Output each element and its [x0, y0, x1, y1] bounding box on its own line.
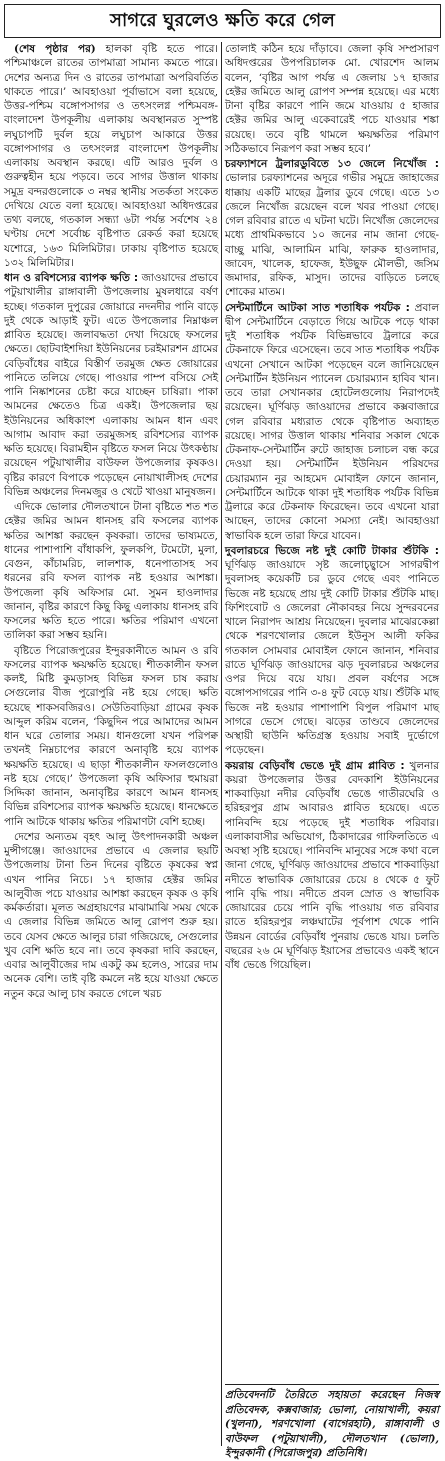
paragraph	[4, 500, 218, 643]
paragraph	[225, 42, 439, 156]
paragraph-text: প্রবাল দ্বীপ সেন্টমার্টিনে বেড়াতে গিয়ে আটকে পড়ে থাকা দুই শতাধিক পর্যটক বিভিন্নভাবে ট্রলারে করে টেকনাফে ফিরে এসেছেন। তবে সাত শতাধিক পর্যটক এখনো সেখানে আটকা পড়েছেন বলে জানিয়েছেন সেন্টমার্টিন ইউনিয়ন প্যানেল চেয়ারম্যান হাবিব খান। তবে তারা সেখানকার হোটেলগুলোয় নিরাপদেই রয়েছেন। ঘূর্ণিঝড় জাওয়াদের প্রভাবে কক্সবাজারে গেল রবিবার মধ্যরাত থেকে বৃষ্টিপাত অব্যাহত রয়েছে। সাগর উত্তাল থাকায় শনিবার সকাল থেকে টেকনাফ-সেন্টমার্টিন রুটে জাহাজ চলাচল বন্ধ করে দেওয়া হয়। সেন্টমার্টিন ইউনিয়ন পরিষদের চেয়ারম্যান নূর আহমেদ মোবাইল ফোনে জানান, সেন্টমার্টিনে আটকে থাকা দুই শতাধিক পর্যটক বিভিন্ন ট্রলারে করে টেকনাফ ফিরেছেন। তবে এখনো যারা আছেন, তাদের কোনো সমস্যা নেই। আবহাওয়া স্বাভাবিক হলে তারা ফিরে যাবেন।	[225, 301, 439, 542]
paragraph	[4, 830, 218, 1001]
paragraph	[225, 759, 439, 973]
subheading: কয়রায় বেড়িবাঁধ ভেঙে দুই গ্রাম প্লাবিত :	[225, 759, 405, 772]
paragraph-text: দেশের অন্যতম বৃহৎ আলু উৎপাদনকারী অঞ্চল মুন্সীগঞ্জে। জাওয়াদের প্রভাবে এ জেলার ছয়টি উপজেলায় টানা তিন দিনের বৃষ্টিতে কৃষকের স্বপ্ন এখন পানির নিচে। ১৭ হাজার হেক্টর জমির আলুবীজ পচে যাওয়ার আশঙ্কা করছেন কৃষক ও কৃষি কর্মকর্তারা। মূলত অগ্রহায়ণের মাঝামাঝি সময় থেকে এ জেলার বিভিন্ন জমিতে আলু রোপণ শুরু হয়। তবে যেসব ক্ষেতে আলুর চারা গজিয়েছে, সেগুলোর খুব বেশি ক্ষতি হবে না। তবে কৃষকরা দাবি করছেন, এবার আলুবীজের দাম একটু কম হলেও, সারের দাম অনেক বেশি। তাই বৃষ্টি কমলে নষ্ট হয়ে যাওয়া ক্ষেতে নতুন করে আলু চাষ করতে গেলে খরচ	[4, 830, 218, 1000]
paragraph	[225, 157, 439, 300]
headline-box	[4, 4, 441, 38]
paragraph	[225, 544, 439, 758]
left-column	[4, 42, 218, 1446]
column-divider	[221, 42, 222, 1446]
subheading: ধান ও রবিশস্যের ব্যাপক ক্ষতি :	[4, 272, 139, 284]
paragraph-text: তোলাই কঠিন হয়ে দাঁড়াবে। জেলা কৃষি সম্প্রসারণ অধিদপ্তরের উপপরিচালক মো. খোরশেদ আলম বলেন, ‘বৃষ্টির আগ পর্যন্ত এ জেলায় ১৭ হাজার হেক্টর জমিতে আলু রোপণ সম্পন্ন হয়েছে। এর মধ্যে টানা বৃষ্টির কারণে পানি জমে যাওয়ায় ৫ হাজার হেক্টর জমির আলু একেবারেই পচে যাওয়ার শঙ্কা রয়েছে। তবে বৃষ্টি থামলে ক্ষয়ক্ষতির পরিমাণ সঠিকভাবে নিরূপণ করা সম্ভব হবে।’	[225, 43, 439, 155]
continuation-marker: (শেষ পৃষ্ঠার পর)	[14, 43, 96, 55]
paragraph	[4, 271, 218, 499]
paragraph-text: ঘূর্ণিঝড় জাওয়াদে সৃষ্ট জলোচ্ছ্বাসে সাগরদ্বীপ দুবলাসহ কয়েকটি চর ডুবে গেছে এবং পানিতে ভিজে নষ্ট হয়েছে প্রায় দুই কোটি টাকার শুঁটকি মাছ। ফিশিংবোট ও জেলেরা নৌকাবহর নিয়ে সুন্দরবনের খালে নিরাপদ আশ্রয় নিয়েছেন। দুবলার মাঝেরকেল্লা থেকে শরণখোলার জেলে ইউনুস আলী ফকির গতকাল সোমবার মোবাইল ফোনে জানান, শনিবার রাতে ঘূর্ণিঝড় জাওয়াদের ঝড় দুবলারচর অঞ্চলের ওপর দিয়ে বয়ে যায়। প্রবল বর্ষণের সঙ্গে বঙ্গোপসাগরের পানি ৩-৪ ফুট বেড়ে যায়। শুঁটকি মাছ ভিজে নষ্ট হওয়ার পাশাপাশি বিপুল পরিমাণ মাছ সাগরে ভেসে গেছে। ঝড়ের তাণ্ডবে জেলেদের অস্থায়ী ছাউনি ক্ষতিগ্রস্ত হওয়ায় সবাই দুর্ভোগে পড়েছেন।	[225, 559, 439, 757]
subheading: চরফ্যাশনে ট্রলারডুবিতে ১৩ জেলে নিখোঁজ :	[225, 158, 439, 170]
paragraph-text: জাওয়াদের প্রভাবে পটুয়াখালীর রাঙ্গাবালী উপজেলায় মুষলধারে বর্ষণ হচ্ছে। গতকাল দুপুরের জোয়ারে নদনদীর পানি বাড়ে দুই থেকে আড়াই ফুট। এতে উপজেলার নিম্নাঞ্চল প্লাবিত হয়েছে। জলাবদ্ধতা দেখা দিয়েছে ফসলের ক্ষেতে। ছোটবাইশদিয়া ইউনিয়নের চরইমারশন গ্রামের বেড়িবাঁধের বাইরে বিস্তীর্ণ তরমুজ ক্ষেত জোয়ারের পানিতে তলিয়ে গেছে। পাওয়ার পাম্প বসিয়ে সেই পানি নিষ্কাশনের চেষ্টা করে যাচ্ছেন চাষিরা। পাকা আমনের ক্ষেতেও চিত্র একই। উপজেলার ছয় ইউনিয়নের অধিকাংশ এলাকায় আমন ধান এবং আগাম আবাদ করা তরমুজসহ রবিশস্যের ব্যাপক ক্ষতি হয়েছে। বিরামহীন বৃষ্টিতে ফসল নিয়ে উৎকণ্ঠায় রয়েছেন পটুয়াখালীর বাউফল উপজেলার কৃষকও। বৃষ্টির কারণে বিপাকে পড়েছেন নোয়াখালীসহ দেশের বিভিন্ন অঞ্চলের দিনমজুর ও খেটে খাওয়া মানুষজন।	[4, 272, 218, 498]
paragraph-text: বৃষ্টিতে পিরোজপুরের ইন্দুরকানীতে আমন ও রবি ফসলের ব্যাপক ক্ষয়ক্ষতি হয়েছে। শীতকালীন ফসল কলই, মিষ্টি কুমড়াসহ বিভিন্ন ফসল চাষ করায় সেগুলোর বীজ পুরোপুরি নষ্ট হয়ে গেছে। ক্ষতি হয়েছে শাকসবজিরও। সেউতিবাড়িয়া গ্রামের কৃষক আব্দুল করিম বলেন, ‘কিছুদিন পরে আমাদের আমন ধান ঘরে তোলার সময়। ধানগুলো যখন পরিপক্ব তখনই নিম্নচাপের কারণে অনাবৃষ্টি হয়ে ব্যাপক ক্ষয়ক্ষতি হয়েছে। এ ছাড়া শীতকালীন ফসলগুলোও নষ্ট হয়ে গেছে।’ উপজেলা কৃষি অফিসার হুমায়রা সিদ্দিকা জানান, অনাবৃষ্টির কারণে আমন ধানসহ বিভিন্ন রবিশস্যের ব্যাপক ক্ষয়ক্ষতি হয়েছে। ধানক্ষেতে পানি আটকে থাকায় ক্ষতির পরিমাণটা বেশি হচ্ছে।	[4, 644, 218, 828]
subheading: দুবলারচরে ভিজে নষ্ট দুই কোটি টাকার শুঁটকি :	[225, 544, 439, 557]
paragraph	[225, 301, 439, 543]
reporter-credit: প্রতিবেদনটি তৈরিতে সহায়তা করেছেন নিজস্ব প্রতিবেদক, কক্সবাজার; ভোলা, নোয়াখালী, কয়রা (খুলনা), শরণখোলা (বাগেরহাট), রাঙ্গাবালী ও বাউফল (পটুয়াখালী), দৌলতখান (ভোলা), ইন্দুরকানী (পিরোজপুর) প্রতিনিধি।	[225, 1389, 439, 1459]
credit-divider	[225, 1384, 439, 1385]
paragraph-text: এদিকে ভোলার দৌলতখানে টানা বৃষ্টিতে শত শত হেক্টর জমির আমন ধানসহ রবি ফসলের ব্যাপক ক্ষতির আশঙ্কা করছেন কৃষকরা। তাদের ভাষ্যমতে, ধানের পাশাপাশি বাঁধাকপি, ফুলকপি, টমেটো, মুলা, বেগুন, কাঁচামরিচ, লালশাক, ধনেপাতাসহ সব ধরনের রবি ফসল ব্যাপক নষ্ট হওয়ার আশঙ্কা। উপজেলা কৃষি অফিসার মো. সুমন হাওলাদার জানান, বৃষ্টির কারণে কিছু কিছু এলাকায় ধানসহ রবি ফসলের ক্ষতি হতে পারে। ক্ষতির পরিমাণ এখনো তালিকা করা সম্ভব হয়নি।	[4, 501, 218, 642]
headline: সাগরে ঘুরলেও ক্ষতি করে গেল	[110, 9, 335, 31]
paragraph-text: ভোলার চরফ্যাশনের অদূরে গভীর সমুদ্রে জাহাজের ধাক্কায় একটি মাছের ট্রলার ডুবে গেছে। এতে ১৩ জেলে নিখোঁজ রয়েছেন বলে খবর পাওয়া গেছে। গেল রবিবার রাতে এ ঘটনা ঘটে। নিখোঁজ জেলেদের মধ্যে প্রাথমিকভাবে ১০ জনের নাম জানা গেছে- বাচ্ছু মাঝি, আলামিন মাঝি, ফারুক হাওলাদার, জাবেদ, খালেক, হাফেজ, ইউছুফ মৌলভী, জসিম জমাদার, রফিক, মাসুদ। তাদের বাড়িতে চলছে শোকের মাতম।	[225, 172, 440, 299]
paragraph-text: খুলনার কয়রা উপজেলার উত্তর বেদকাশি ইউনিয়নের শাকবাড়িয়া নদীর বেড়িবাঁধ ভেঙে গাতীরঘেরি ও হরিহরপুর গ্রাম আবারও প্লাবিত হয়েছে। এতে পানিবন্দি হয়ে পড়েছে দুই শতাধিক পরিবার। এলাকাবাসীর অভিযোগ, ঠিকাদারের গাফিলতিতে এ অবস্থা সৃষ্টি হয়েছে। পানিবন্দি মানুষের সঙ্গে কথা বলে জানা গেছে, ঘূর্ণিঝড় জাওয়াদের প্রভাবে শাকবাড়িয়া নদীতে স্বাভাবিক জোয়ারের চেয়ে ৪ থেকে ৫ ফুট পানি বৃদ্ধি পায়। নদীতে প্রবল স্রোত ও স্বাভাবিক জোয়ারের চেয়ে পানি বৃদ্ধি পাওয়ায় গত রবিবার রাতে হরিহরপুর লঞ্চঘাটের পূর্বপাশ থেকে পানি উন্নয়ন বোর্ডের বেড়িবাঁধ পুনরায় ভেঙে যায়। চলতি বছরের ২৬ মে ঘূর্ণিঝড় ইয়াসের প্রভাবেও একই স্থানে বাঁধ ভেঙে গিয়েছিল।	[225, 759, 439, 971]
paragraph	[4, 42, 218, 270]
paragraph-text: হালকা বৃষ্টি হতে পারে। পশ্চিমাঞ্চলে রাতের তাপমাত্রা সামান্য কমতে পারে। দেশের অন্যত্র দিন ও রাতের তাপমাত্রা অপরিবর্তিত থাকতে পারে।’ আবহাওয়া পূর্বাভাসে বলা হয়েছে, উত্তর-পশ্চিম বঙ্গোপসাগর ও তৎসংলগ্ন পশ্চিমবঙ্গ-বাংলাদেশ উপকূলীয় এলাকায় অবস্থানরত সুস্পষ্ট লঘুচাপটি দুর্বল হয়ে লঘুচাপ আকারে উত্তর বঙ্গোপসাগর ও তৎসংলগ্ন বাংলাদেশ উপকূলীয় এলাকায় অবস্থান করছে। এটি আরও দুর্বল ও গুরুত্বহীন হয়ে পড়বে। তবে সাগর উত্তাল থাকায় সমুদ্র বন্দরগুলোকে ৩ নম্বর স্থানীয় সতর্কতা সংকেত দেখিয়ে যেতে বলা হয়েছে। আবহাওয়া অধিদপ্তরের তথ্য বলছে, গতকাল সন্ধ্যা ৬টা পর্যন্ত সর্বশেষ ২৪ ঘণ্টায় দেশে সর্বোচ্চ বৃষ্টিপাত রেকর্ড করা হয়েছে যশোরে, ১৬৩ মিলিমিটার। ঢাকায় বৃষ্টিপাত হয়েছে ১৩২ মিলিমিটার।	[4, 43, 219, 269]
right-column	[225, 42, 439, 1382]
subheading: সেন্টমার্টিনে আটকা সাত শতাধিক পর্যটক :	[225, 301, 410, 314]
paragraph	[4, 644, 218, 829]
